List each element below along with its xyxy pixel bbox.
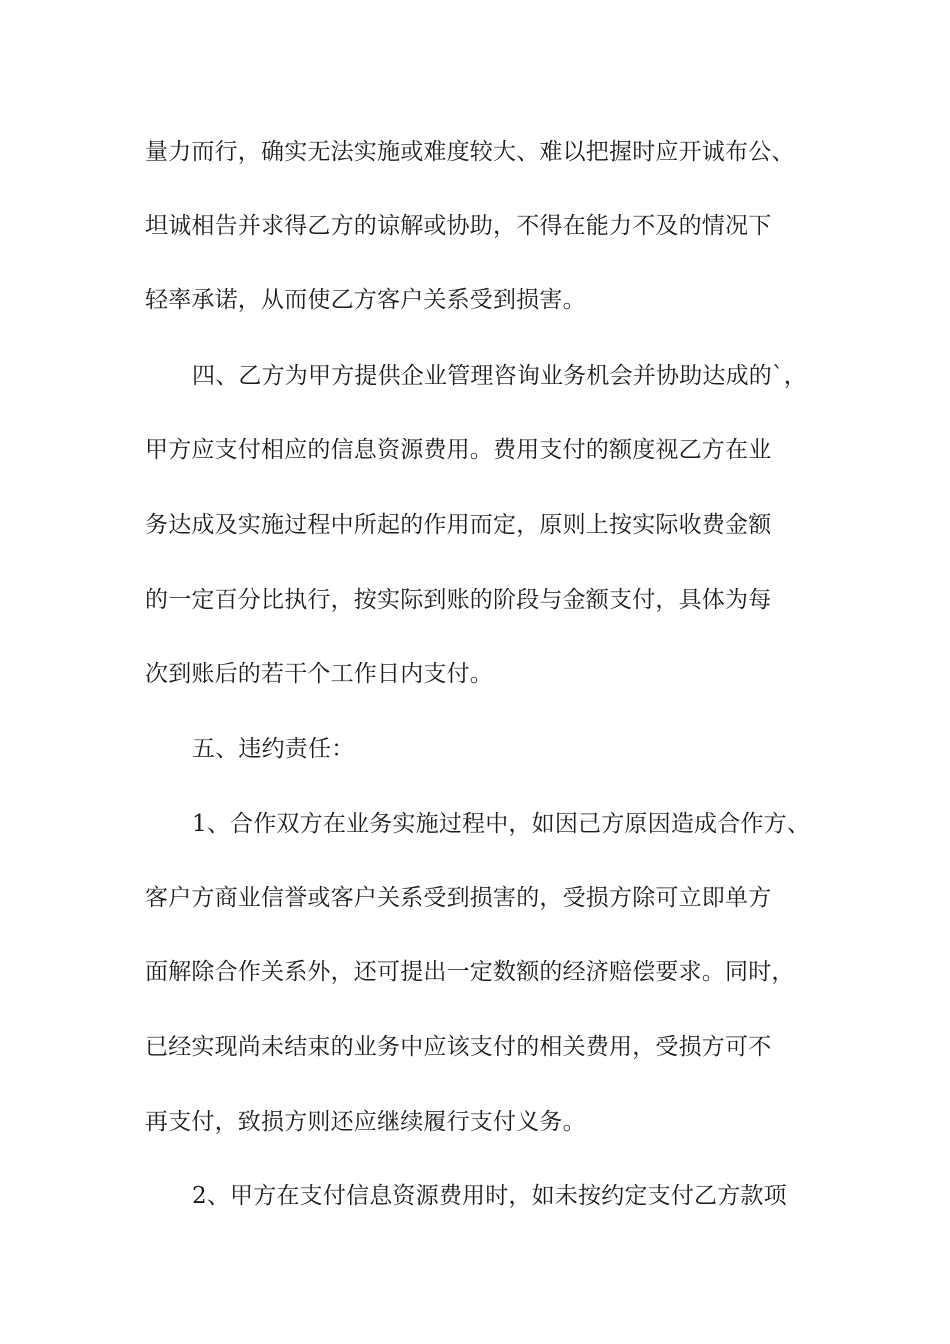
text-line-15: 2、甲方在支付信息资源费用时，如未按约定支付乙方款项	[192, 1183, 787, 1209]
text-line-3: 轻率承诺，从而使乙方客户关系受到损害。	[145, 287, 586, 313]
text-line-4: 四、乙方为甲方提供企业管理咨询业务机会并协助达成的`，	[192, 363, 807, 389]
text-line-12: 面解除合作关系外，还可提出一定数额的经济赔偿要求。同时，	[145, 959, 795, 985]
section-heading: 五、违约责任：	[192, 736, 355, 762]
text-line-7: 的一定百分比执行，按实际到账的阶段与金额支付，具体为每	[145, 587, 772, 613]
text-line-5: 甲方应支付相应的信息资源费用。费用支付的额度视乙方在业	[145, 437, 772, 463]
text-line-14: 再支付，致损方则还应继续履行支付义务。	[145, 1109, 586, 1135]
text-line-10: 1、合作双方在业务实施过程中，如因己方原因造成合作方、	[192, 811, 811, 837]
text-line-6: 务达成及实施过程中所起的作用而定，原则上按实际收费金额	[145, 512, 772, 538]
text-line-1: 量力而行，确实无法实施或难度较大、难以把握时应开诚布公、	[145, 139, 795, 165]
text-line-11: 客户方商业信誉或客户关系受到损害的，受损方除可立即单方	[145, 885, 772, 911]
text-line-8: 次到账后的若干个工作日内支付。	[145, 661, 493, 687]
text-line-2: 坦诚相告并求得乙方的谅解或协助，不得在能力不及的情况下	[145, 213, 772, 239]
text-line-13: 已经实现尚未结束的业务中应该支付的相关费用，受损方可不	[145, 1034, 772, 1060]
